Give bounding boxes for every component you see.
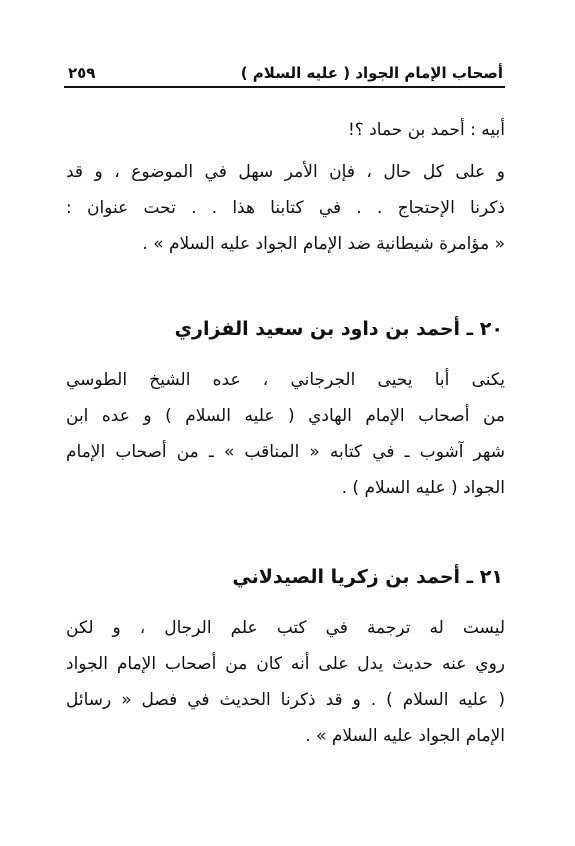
header-divider: [64, 86, 505, 88]
paragraph-line: أبيه : أحمد بن حماد ؟!: [347, 120, 505, 140]
page-number: ٢٥٩: [68, 64, 96, 82]
paragraph-line: ( عليه السلام ) . و قد ذكرنا الحديث في فصل « رسائل: [66, 690, 505, 710]
paragraph-line: روي عنه حديث يدل على أنه كان من أصحاب الإمام الجواد: [66, 654, 505, 674]
intro-paragraph: [66, 112, 505, 262]
running-header-title: أصحاب الإمام الجواد ( عليه السلام ): [240, 64, 503, 82]
entry-paragraph: [66, 610, 505, 754]
entry-heading: ٢٠ ـ أحمد بن داود بن سعيد الفزاري: [174, 318, 503, 340]
paragraph-line: ذكرنا الإحتجاج . . في كتابنا هذا . . تحت عنوان :: [66, 198, 505, 218]
entry-paragraph: [66, 362, 505, 506]
paragraph-line: يكنى أبا يحيى الجرجاني ، عده الشيخ الطوسي: [66, 370, 505, 390]
paragraph-line: من أصحاب الإمام الهادي ( عليه السلام ) و عده ابن: [66, 406, 505, 426]
paragraph-line: « مؤامرة شيطانية ضد الإمام الجواد عليه السلام » .: [142, 234, 505, 254]
running-header: [68, 60, 503, 86]
entry-heading: ٢١ ـ أحمد بن زكريا الصيدلاني: [232, 566, 503, 588]
paragraph-line: شهر آشوب ـ في كتابه « المناقب » ـ من أصحاب الإمام: [66, 442, 505, 462]
paragraph-line: الجواد ( عليه السلام ) .: [341, 478, 505, 498]
paragraph-line: الإمام الجواد عليه السلام » .: [305, 726, 505, 746]
paragraph-line: و على كل حال ، فإن الأمر سهل في الموضوع ، و قد: [66, 162, 505, 182]
paragraph-line: ليست له ترجمة في كتب علم الرجال ، و لكن: [66, 618, 505, 638]
